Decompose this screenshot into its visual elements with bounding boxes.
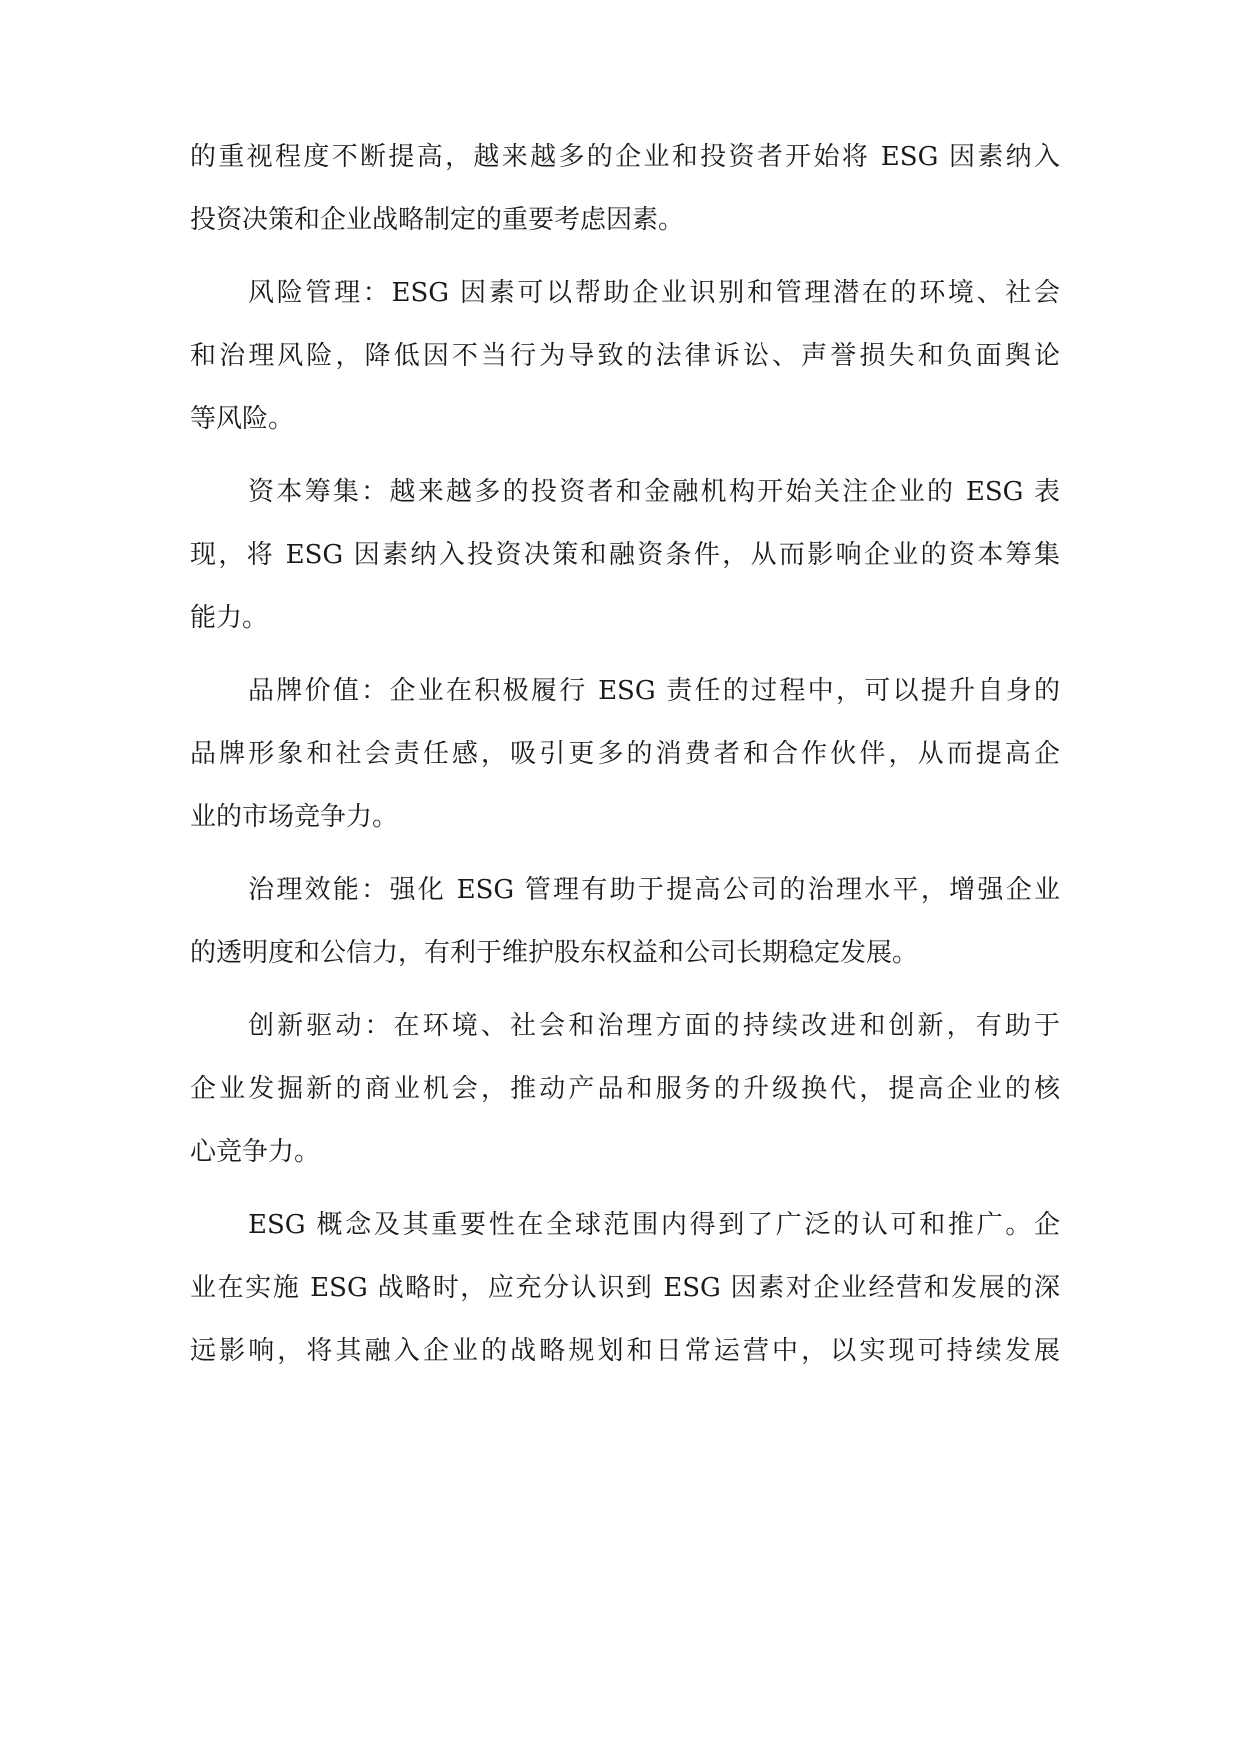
text-line: 现，将 ESG 因素纳入投资决策和融资条件，从而影响企业的资本筹集 — [190, 540, 1060, 570]
paragraph-start-capital-raising: 资本筹集：越来越多的投资者和金融机构开始关注企业的 ESG 表 — [248, 477, 1060, 507]
text-line: 企业发掘新的商业机会，推动产品和服务的升级换代，提高企业的核 — [190, 1074, 1060, 1104]
text-line: 心竞争力。 — [190, 1137, 321, 1167]
text-line: 能力。 — [190, 603, 269, 633]
text-line: 远影响，将其融入企业的战略规划和日常运营中，以实现可持续发展 — [190, 1336, 1060, 1366]
text-line: 品牌形象和社会责任感，吸引更多的消费者和合作伙伴，从而提高企 — [190, 739, 1060, 769]
text-line: 的透明度和公信力，有利于维护股东权益和公司长期稳定发展。 — [190, 938, 919, 968]
text-line: 等风险。 — [190, 404, 295, 434]
paragraph-start-brand-value: 品牌价值：企业在积极履行 ESG 责任的过程中，可以提升自身的 — [248, 676, 1060, 706]
paragraph-start-governance: 治理效能：强化 ESG 管理有助于提高公司的治理水平，增强企业 — [248, 875, 1060, 905]
text-line: 和治理风险，降低因不当行为导致的法律诉讼、声誉损失和负面舆论 — [190, 341, 1060, 371]
paragraph-start-risk-management: 风险管理：ESG 因素可以帮助企业识别和管理潜在的环境、社会 — [248, 278, 1060, 308]
text-line: 的重视程度不断提高，越来越多的企业和投资者开始将 ESG 因素纳入 — [190, 142, 1060, 172]
paragraph-start-summary: ESG 概念及其重要性在全球范围内得到了广泛的认可和推广。企 — [248, 1210, 1060, 1240]
text-line: 投资决策和企业战略制定的重要考虑因素。 — [190, 205, 685, 235]
text-line: 业的市场竞争力。 — [190, 802, 399, 832]
paragraph-start-innovation: 创新驱动：在环境、社会和治理方面的持续改进和创新，有助于 — [248, 1011, 1060, 1041]
text-line: 业在实施 ESG 战略时，应充分认识到 ESG 因素对企业经营和发展的深 — [190, 1273, 1060, 1303]
